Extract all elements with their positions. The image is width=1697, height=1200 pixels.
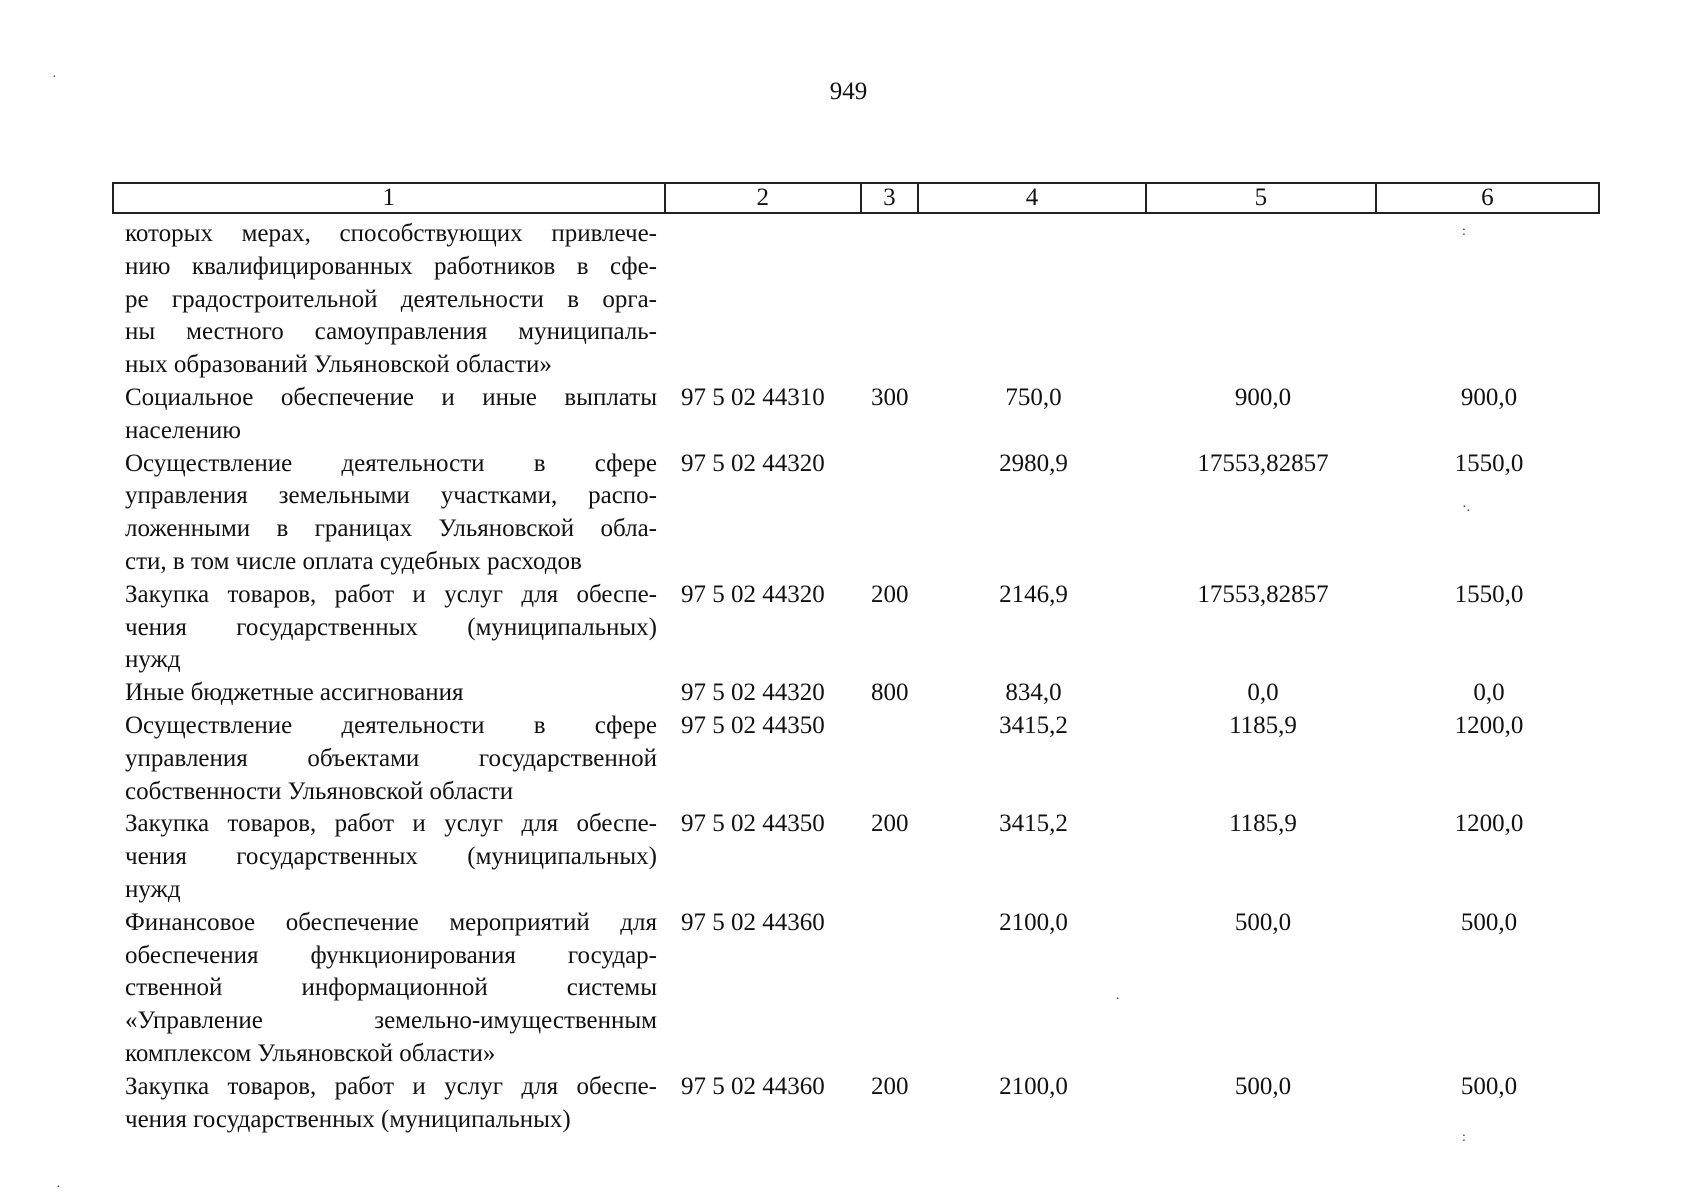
row-code: 97 5 02 44320 bbox=[681, 580, 825, 608]
row-value-col6: 500,0 bbox=[1460, 908, 1518, 936]
row-code: 97 5 02 44350 bbox=[681, 810, 825, 838]
row-name bbox=[112, 579, 665, 677]
row-expense-type bbox=[862, 907, 919, 1071]
row-value-col4: 834,0 bbox=[1005, 679, 1062, 707]
row-name-line: ны местного самоуправления муниципаль- bbox=[125, 318, 657, 346]
table-row bbox=[112, 808, 1600, 906]
row-name-line: нию квалифицированных работников в сфе- bbox=[125, 252, 657, 280]
row-expense-type: 800 bbox=[871, 679, 909, 707]
row-name-line: Закупка товаров, работ и услуг для обеспе- bbox=[125, 1072, 657, 1100]
row-value-col5: 1185,9 bbox=[1229, 711, 1297, 739]
row-name-line: Осуществление деятельности в сфере bbox=[125, 449, 657, 477]
scan-speck: : bbox=[1462, 1130, 1466, 1145]
row-code: 97 5 02 44360 bbox=[681, 908, 825, 936]
table-body bbox=[112, 218, 1600, 1136]
table-row bbox=[112, 579, 1600, 677]
row-value-col4: 2980,9 bbox=[999, 449, 1068, 477]
row-code: 97 5 02 44310 bbox=[681, 383, 825, 411]
page-number: 949 bbox=[829, 78, 868, 105]
row-name-line: собственности Ульяновской области bbox=[125, 777, 514, 805]
table-row bbox=[112, 677, 1600, 710]
row-name-line: Осуществление деятельности в сфере bbox=[125, 711, 657, 739]
header-col-1: 1 bbox=[114, 184, 666, 212]
header-col-3: 3 bbox=[862, 184, 919, 212]
header-col-4: 4 bbox=[919, 184, 1147, 212]
row-code: 97 5 02 44320 bbox=[681, 449, 825, 477]
row-name-line: Финансовое обеспечение мероприятий для bbox=[125, 908, 657, 936]
header-col-2: 2 bbox=[666, 184, 862, 212]
row-value-col4 bbox=[919, 218, 1148, 382]
row-name-line: ных образований Ульяновской области» bbox=[125, 351, 552, 379]
table-row bbox=[112, 907, 1600, 1071]
row-code: 97 5 02 44320 bbox=[681, 679, 825, 707]
table-row bbox=[112, 1071, 1600, 1137]
row-expense-type: 200 bbox=[871, 580, 909, 608]
row-name bbox=[112, 907, 665, 1071]
row-expense-type: 200 bbox=[871, 1072, 909, 1100]
row-value-col4: 3415,2 bbox=[999, 711, 1068, 739]
table-row bbox=[112, 448, 1600, 579]
row-name-line: управления земельными участками, распо- bbox=[125, 482, 657, 510]
scan-speck: · bbox=[56, 1180, 61, 1195]
row-name-line: чения государственных (муниципальных) bbox=[125, 843, 657, 871]
row-code bbox=[665, 218, 862, 382]
row-name bbox=[112, 218, 665, 382]
row-value-col5: 500,0 bbox=[1234, 908, 1292, 936]
header-col-6: 6 bbox=[1481, 184, 1494, 211]
row-expense-type: 200 bbox=[871, 810, 909, 838]
row-name-line: Социальное обеспечение и иные выплаты bbox=[125, 383, 657, 411]
row-name-line: населению bbox=[125, 416, 241, 444]
row-value-col5: 500,0 bbox=[1234, 1072, 1292, 1100]
row-value-col6: 0,0 bbox=[1473, 679, 1505, 707]
row-name-line: Закупка товаров, работ и услуг для обеспе- bbox=[125, 580, 657, 608]
row-value-col6: 500,0 bbox=[1460, 1072, 1518, 1100]
row-name bbox=[112, 677, 665, 710]
row-name-line: ственной информационной системы bbox=[125, 974, 657, 1002]
scan-speck: ·. bbox=[1462, 500, 1471, 515]
row-name-line: комплексом Ульяновской области» bbox=[125, 1039, 496, 1067]
row-value-col6: 1550,0 bbox=[1454, 449, 1524, 477]
scan-speck: · bbox=[52, 70, 57, 85]
scan-speck: . bbox=[1116, 988, 1120, 1003]
row-value-col6: 1200,0 bbox=[1454, 711, 1524, 739]
row-value-col5: 900,0 bbox=[1234, 383, 1292, 411]
row-value-col6: 1200,0 bbox=[1454, 810, 1524, 838]
row-name-line: ложенными в границах Ульяновской обла- bbox=[125, 515, 657, 543]
row-expense-type bbox=[862, 710, 919, 808]
row-name-line: сти, в том числе оплата судебных расходов bbox=[125, 547, 582, 575]
row-name-line: чения государственных (муниципальных) bbox=[125, 613, 657, 641]
row-name-line: чения государственных (муниципальных) bbox=[125, 1105, 571, 1133]
row-value-col4: 2100,0 bbox=[999, 908, 1068, 936]
row-value-col4: 750,0 bbox=[1005, 383, 1062, 411]
row-value-col6: 1550,0 bbox=[1454, 580, 1524, 608]
row-value-col4: 2146,9 bbox=[999, 580, 1068, 608]
row-value-col5: 17553,82857 bbox=[1197, 449, 1329, 477]
row-name bbox=[112, 1071, 665, 1137]
row-name-line: которых мерах, способствующих привлече- bbox=[125, 220, 657, 247]
row-expense-type: 300 bbox=[871, 383, 909, 411]
row-name-line: Иные бюджетные ассигнования bbox=[125, 679, 464, 707]
row-name-line: Закупка товаров, работ и услуг для обеспе- bbox=[125, 810, 657, 838]
row-code: 97 5 02 44360 bbox=[681, 1072, 825, 1100]
row-name-line: управления объектами государственной bbox=[125, 744, 657, 772]
row-name-line: ре градостроительной деятельности в орга- bbox=[125, 285, 657, 313]
table-header bbox=[112, 182, 1600, 214]
row-value-col5 bbox=[1148, 218, 1378, 382]
row-name-line: нужд bbox=[125, 646, 181, 674]
scan-speck: : bbox=[1462, 224, 1466, 239]
row-name bbox=[112, 448, 665, 579]
row-code: 97 5 02 44350 bbox=[681, 711, 825, 739]
row-name bbox=[112, 382, 665, 448]
row-value-col4: 3415,2 bbox=[999, 810, 1068, 838]
row-expense-type bbox=[862, 448, 919, 579]
row-name bbox=[112, 710, 665, 808]
row-value-col5: 17553,82857 bbox=[1197, 580, 1329, 608]
header-col-5: 5 bbox=[1147, 184, 1376, 212]
row-name bbox=[112, 808, 665, 906]
row-value-col5: 0,0 bbox=[1247, 679, 1279, 707]
row-value-col4: 2100,0 bbox=[999, 1072, 1068, 1100]
row-value-col6 bbox=[1378, 218, 1600, 382]
row-name-line: нужд bbox=[125, 875, 181, 903]
row-name-line: обеспечения функционирования государ- bbox=[125, 941, 657, 969]
table-row bbox=[112, 382, 1600, 448]
table-row bbox=[112, 218, 1600, 382]
table-row bbox=[112, 710, 1600, 808]
row-name-line: «Управление земельно-имущественным bbox=[125, 1007, 657, 1035]
row-expense-type bbox=[862, 218, 919, 382]
row-value-col5: 1185,9 bbox=[1229, 810, 1297, 838]
row-value-col6: 900,0 bbox=[1460, 383, 1518, 411]
